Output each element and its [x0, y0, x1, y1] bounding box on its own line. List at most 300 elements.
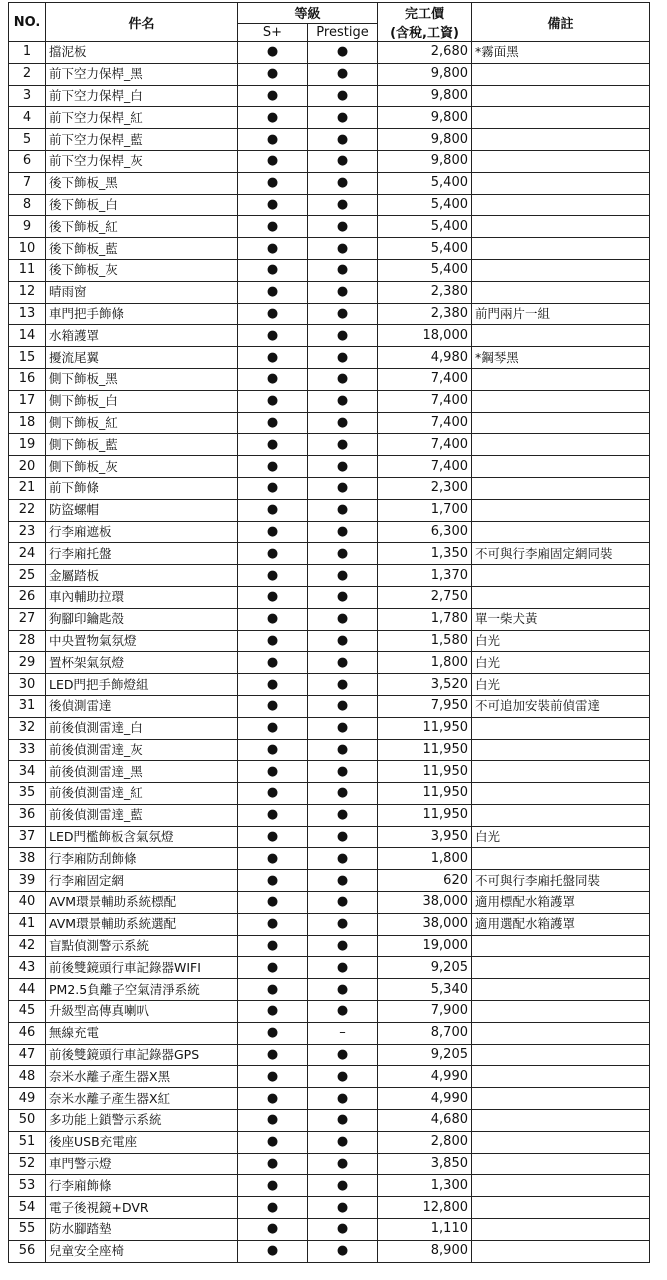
table-row: [9, 1131, 650, 1153]
row-note: [472, 238, 650, 260]
row-price: 1,800: [378, 652, 472, 674]
table-row: [9, 761, 650, 783]
row-grade-prestige-mark: ●: [308, 303, 378, 325]
table-row: [9, 347, 650, 369]
row-item-name: 防水腳踏墊: [46, 1219, 238, 1241]
row-grade-prestige-mark: ●: [308, 85, 378, 107]
row-grade-s-mark: ●: [238, 150, 308, 172]
table-row: [9, 913, 650, 935]
row-grade-prestige-mark: ●: [308, 477, 378, 499]
row-note: [472, 935, 650, 957]
row-grade-s-mark: ●: [238, 804, 308, 826]
row-grade-s-mark: ●: [238, 194, 308, 216]
table-row: [9, 303, 650, 325]
row-price: 12,800: [378, 1197, 472, 1219]
row-item-name: 行李廂遮板: [46, 521, 238, 543]
row-grade-prestige-mark: ●: [308, 935, 378, 957]
row-grade-s-mark: ●: [238, 412, 308, 434]
row-grade-s-mark: ●: [238, 521, 308, 543]
row-price: 5,340: [378, 979, 472, 1001]
row-grade-prestige-mark: ●: [308, 1197, 378, 1219]
row-number: 7: [9, 172, 46, 194]
row-grade-s-mark: ●: [238, 1153, 308, 1175]
row-grade-s-mark: ●: [238, 848, 308, 870]
row-grade-prestige-mark: ●: [308, 870, 378, 892]
table-row: [9, 652, 650, 674]
row-grade-s-mark: ●: [238, 870, 308, 892]
row-price: 4,990: [378, 1066, 472, 1088]
row-grade-s-mark: ●: [238, 456, 308, 478]
row-item-name: 後下飾板_藍: [46, 238, 238, 260]
row-grade-s-mark: ●: [238, 1044, 308, 1066]
row-price: 2,800: [378, 1131, 472, 1153]
row-grade-prestige-mark: ●: [308, 1175, 378, 1197]
row-number: 33: [9, 739, 46, 761]
table-row: [9, 804, 650, 826]
row-grade-s-mark: ●: [238, 107, 308, 129]
row-grade-prestige-mark: ●: [308, 1240, 378, 1262]
row-grade-prestige-mark: ●: [308, 499, 378, 521]
row-note: [472, 1153, 650, 1175]
row-number: 4: [9, 107, 46, 129]
row-item-name: 側下飾板_灰: [46, 456, 238, 478]
row-item-name: 車門警示燈: [46, 1153, 238, 1175]
row-number: 15: [9, 347, 46, 369]
header-grade: 等級: [238, 3, 378, 24]
table-row: [9, 957, 650, 979]
table-row: [9, 368, 650, 390]
row-grade-s-mark: ●: [238, 543, 308, 565]
row-grade-prestige-mark: ●: [308, 368, 378, 390]
table-row: [9, 674, 650, 696]
row-price: 7,400: [378, 390, 472, 412]
row-item-name: 前下空力保桿_紅: [46, 107, 238, 129]
row-grade-prestige-mark: ●: [308, 892, 378, 914]
row-item-name: 行李廂防刮飾條: [46, 848, 238, 870]
table-row: [9, 739, 650, 761]
row-item-name: LED門把手飾燈組: [46, 674, 238, 696]
row-item-name: 前後偵測雷達_白: [46, 717, 238, 739]
row-note: [472, 107, 650, 129]
row-grade-prestige-mark: ●: [308, 565, 378, 587]
table-row: [9, 1044, 650, 1066]
row-note: 白光: [472, 652, 650, 674]
table-row: [9, 85, 650, 107]
row-grade-prestige-mark: ●: [308, 1219, 378, 1241]
table-row: [9, 630, 650, 652]
row-number: 51: [9, 1131, 46, 1153]
row-item-name: 前後偵測雷達_藍: [46, 804, 238, 826]
row-note: [472, 129, 650, 151]
row-number: 11: [9, 259, 46, 281]
row-item-name: 擋泥板: [46, 42, 238, 64]
row-price: 11,950: [378, 739, 472, 761]
row-grade-s-mark: ●: [238, 586, 308, 608]
row-number: 54: [9, 1197, 46, 1219]
row-number: 49: [9, 1088, 46, 1110]
row-grade-prestige-mark: ●: [308, 1131, 378, 1153]
header-note: 備註: [472, 3, 650, 42]
row-number: 41: [9, 913, 46, 935]
table-row: [9, 979, 650, 1001]
row-note: 適用標配水箱護罩: [472, 892, 650, 914]
row-grade-prestige-mark: ●: [308, 281, 378, 303]
row-item-name: 晴雨窗: [46, 281, 238, 303]
row-price: 19,000: [378, 935, 472, 957]
row-note: [472, 1110, 650, 1132]
row-note: *霧面黑: [472, 42, 650, 64]
row-item-name: 奈米水離子產生器X紅: [46, 1088, 238, 1110]
row-grade-s-mark: ●: [238, 739, 308, 761]
row-grade-prestige-mark: ●: [308, 913, 378, 935]
row-item-name: 無線充電: [46, 1022, 238, 1044]
row-price: 5,400: [378, 172, 472, 194]
row-number: 24: [9, 543, 46, 565]
row-price: 1,580: [378, 630, 472, 652]
row-grade-s-mark: ●: [238, 761, 308, 783]
row-grade-s-mark: ●: [238, 826, 308, 848]
row-number: 14: [9, 325, 46, 347]
row-item-name: 前後雙鏡頭行車記錄器GPS: [46, 1044, 238, 1066]
table-row: [9, 107, 650, 129]
row-grade-prestige-mark: ●: [308, 238, 378, 260]
row-price: 11,950: [378, 761, 472, 783]
row-price: 38,000: [378, 892, 472, 914]
row-note: [472, 1044, 650, 1066]
row-grade-prestige-mark: ●: [308, 1044, 378, 1066]
row-note: [472, 1066, 650, 1088]
row-note: 適用選配水箱護罩: [472, 913, 650, 935]
row-note: [472, 783, 650, 805]
row-price: 9,205: [378, 1044, 472, 1066]
row-price: 9,800: [378, 129, 472, 151]
row-item-name: 行李廂飾條: [46, 1175, 238, 1197]
row-price: 7,400: [378, 456, 472, 478]
row-price: 1,800: [378, 848, 472, 870]
row-note: [472, 1240, 650, 1262]
row-number: 19: [9, 434, 46, 456]
row-number: 30: [9, 674, 46, 696]
row-grade-s-mark: ●: [238, 281, 308, 303]
row-price: 9,800: [378, 63, 472, 85]
row-note: [472, 1197, 650, 1219]
row-grade-s-mark: ●: [238, 390, 308, 412]
row-grade-prestige-mark: ●: [308, 848, 378, 870]
row-item-name: 中央置物氣氛燈: [46, 630, 238, 652]
row-note: [472, 150, 650, 172]
table-row: [9, 543, 650, 565]
row-item-name: AVM環景輔助系統標配: [46, 892, 238, 914]
row-item-name: 後偵測雷達: [46, 695, 238, 717]
row-grade-prestige-mark: ●: [308, 347, 378, 369]
row-item-name: 行李廂托盤: [46, 543, 238, 565]
row-item-name: 側下飾板_白: [46, 390, 238, 412]
row-number: 28: [9, 630, 46, 652]
row-note: 不可與行李廂固定網同裝: [472, 543, 650, 565]
row-number: 10: [9, 238, 46, 260]
row-grade-prestige-mark: ●: [308, 630, 378, 652]
row-note: [472, 804, 650, 826]
row-price: 11,950: [378, 717, 472, 739]
row-note: [472, 63, 650, 85]
table-row: [9, 695, 650, 717]
row-price: 3,850: [378, 1153, 472, 1175]
row-price: 4,990: [378, 1088, 472, 1110]
table-row: [9, 586, 650, 608]
row-number: 47: [9, 1044, 46, 1066]
row-grade-s-mark: ●: [238, 1022, 308, 1044]
row-number: 9: [9, 216, 46, 238]
row-number: 45: [9, 1001, 46, 1023]
row-grade-s-mark: ●: [238, 325, 308, 347]
row-grade-prestige-mark: ●: [308, 42, 378, 64]
row-grade-prestige-mark: ●: [308, 456, 378, 478]
row-price: 5,400: [378, 216, 472, 238]
table-row: [9, 1175, 650, 1197]
table-row: [9, 456, 650, 478]
row-item-name: 水箱護罩: [46, 325, 238, 347]
row-price: 1,370: [378, 565, 472, 587]
row-grade-s-mark: ●: [238, 913, 308, 935]
table-row: [9, 717, 650, 739]
table-row: [9, 1219, 650, 1241]
row-number: 42: [9, 935, 46, 957]
row-price: 1,300: [378, 1175, 472, 1197]
row-item-name: 前後偵測雷達_紅: [46, 783, 238, 805]
row-price: 8,700: [378, 1022, 472, 1044]
row-price: 7,900: [378, 1001, 472, 1023]
row-note: [472, 390, 650, 412]
price-list-document: [8, 2, 650, 1263]
row-grade-prestige-mark: ●: [308, 543, 378, 565]
row-note: [472, 456, 650, 478]
row-grade-prestige-mark: ●: [308, 521, 378, 543]
row-price: 9,205: [378, 957, 472, 979]
row-price: 1,110: [378, 1219, 472, 1241]
row-grade-s-mark: ●: [238, 717, 308, 739]
row-price: 7,400: [378, 434, 472, 456]
row-grade-s-mark: ●: [238, 1131, 308, 1153]
row-note: [472, 1175, 650, 1197]
header-price-line1: 完工價: [404, 7, 444, 22]
row-item-name: 行李廂固定網: [46, 870, 238, 892]
row-number: 43: [9, 957, 46, 979]
row-grade-s-mark: ●: [238, 608, 308, 630]
row-note: [472, 216, 650, 238]
table-row: [9, 1088, 650, 1110]
header-grade-s: S+: [238, 23, 308, 41]
table-row: [9, 194, 650, 216]
row-item-name: 防盜螺帽: [46, 499, 238, 521]
row-price: 9,800: [378, 150, 472, 172]
table-row: [9, 870, 650, 892]
row-grade-s-mark: ●: [238, 347, 308, 369]
row-price: 1,780: [378, 608, 472, 630]
row-item-name: 側下飾板_黑: [46, 368, 238, 390]
row-grade-s-mark: ●: [238, 1066, 308, 1088]
row-number: 34: [9, 761, 46, 783]
row-note: [472, 499, 650, 521]
table-row: [9, 238, 650, 260]
row-grade-s-mark: ●: [238, 1088, 308, 1110]
row-item-name: 後座USB充電座: [46, 1131, 238, 1153]
row-grade-prestige-mark: ●: [308, 1153, 378, 1175]
row-note: 白光: [472, 630, 650, 652]
row-grade-s-mark: ●: [238, 674, 308, 696]
row-grade-prestige-mark: ●: [308, 608, 378, 630]
row-grade-s-mark: ●: [238, 63, 308, 85]
row-item-name: 車內輔助拉環: [46, 586, 238, 608]
table-row: [9, 1153, 650, 1175]
row-number: 29: [9, 652, 46, 674]
row-grade-s-mark: ●: [238, 259, 308, 281]
row-grade-s-mark: ●: [238, 499, 308, 521]
row-number: 36: [9, 804, 46, 826]
row-grade-s-mark: ●: [238, 368, 308, 390]
row-grade-prestige-mark: ●: [308, 674, 378, 696]
row-price: 6,300: [378, 521, 472, 543]
row-grade-s-mark: ●: [238, 1175, 308, 1197]
row-item-name: 前下空力保桿_白: [46, 85, 238, 107]
row-item-name: 後下飾板_白: [46, 194, 238, 216]
row-grade-prestige-mark: ●: [308, 717, 378, 739]
table-row: [9, 1001, 650, 1023]
row-grade-s-mark: ●: [238, 630, 308, 652]
row-grade-s-mark: ●: [238, 1001, 308, 1023]
table-row: [9, 1110, 650, 1132]
row-number: 21: [9, 477, 46, 499]
row-note: [472, 1001, 650, 1023]
row-grade-s-mark: ●: [238, 85, 308, 107]
row-grade-s-mark: ●: [238, 979, 308, 1001]
row-note: [472, 259, 650, 281]
row-grade-prestige-mark: ●: [308, 216, 378, 238]
row-price: 2,380: [378, 303, 472, 325]
table-row: [9, 935, 650, 957]
table-row: [9, 325, 650, 347]
row-number: 27: [9, 608, 46, 630]
row-number: 16: [9, 368, 46, 390]
row-grade-prestige-mark: ●: [308, 434, 378, 456]
row-price: 2,680: [378, 42, 472, 64]
row-grade-s-mark: ●: [238, 1219, 308, 1241]
table-row: [9, 434, 650, 456]
table-row: [9, 826, 650, 848]
row-item-name: 前下飾條: [46, 477, 238, 499]
row-grade-s-mark: ●: [238, 565, 308, 587]
row-grade-prestige-mark: ●: [308, 1001, 378, 1023]
row-note: [472, 1131, 650, 1153]
row-grade-prestige-mark: ●: [308, 259, 378, 281]
price-table: [8, 2, 650, 1263]
row-grade-prestige-mark: ●: [308, 150, 378, 172]
table-row: [9, 1240, 650, 1262]
row-note: [472, 848, 650, 870]
row-item-name: 電子後視鏡+DVR: [46, 1197, 238, 1219]
row-grade-prestige-mark: ●: [308, 586, 378, 608]
table-body: [9, 42, 650, 1263]
row-grade-prestige-mark: ●: [308, 390, 378, 412]
row-grade-s-mark: ●: [238, 172, 308, 194]
row-note: 單一柴犬黃: [472, 608, 650, 630]
row-note: [472, 368, 650, 390]
table-row: [9, 42, 650, 64]
row-grade-prestige-mark: ●: [308, 979, 378, 1001]
row-number: 18: [9, 412, 46, 434]
row-number: 37: [9, 826, 46, 848]
row-item-name: PM2.5負離子空氣清淨系統: [46, 979, 238, 1001]
table-row: [9, 63, 650, 85]
row-grade-s-mark: ●: [238, 957, 308, 979]
row-price: 620: [378, 870, 472, 892]
row-price: 11,950: [378, 783, 472, 805]
row-number: 40: [9, 892, 46, 914]
row-number: 53: [9, 1175, 46, 1197]
table-row: [9, 477, 650, 499]
row-note: [472, 521, 650, 543]
row-note: [472, 586, 650, 608]
row-grade-s-mark: ●: [238, 1197, 308, 1219]
table-row: [9, 499, 650, 521]
row-price: 7,400: [378, 368, 472, 390]
row-item-name: 前下空力保桿_黑: [46, 63, 238, 85]
row-number: 46: [9, 1022, 46, 1044]
row-grade-s-mark: ●: [238, 216, 308, 238]
row-note: 不可與行李廂托盤同裝: [472, 870, 650, 892]
row-grade-prestige-mark: ●: [308, 1088, 378, 1110]
row-grade-prestige-mark: ●: [308, 783, 378, 805]
row-number: 1: [9, 42, 46, 64]
row-price: 38,000: [378, 913, 472, 935]
table-row: [9, 608, 650, 630]
row-grade-prestige-mark: ●: [308, 63, 378, 85]
row-number: 38: [9, 848, 46, 870]
row-note: [472, 565, 650, 587]
row-item-name: 擾流尾翼: [46, 347, 238, 369]
row-number: 6: [9, 150, 46, 172]
row-number: 8: [9, 194, 46, 216]
row-price: 2,380: [378, 281, 472, 303]
row-grade-s-mark: ●: [238, 129, 308, 151]
row-item-name: 前下空力保桿_灰: [46, 150, 238, 172]
row-grade-s-mark: ●: [238, 434, 308, 456]
header-grade-prestige: Prestige: [308, 23, 378, 41]
row-item-name: 多功能上鎖警示系統: [46, 1110, 238, 1132]
row-note: *鋼琴黑: [472, 347, 650, 369]
row-note: [472, 281, 650, 303]
table-row: [9, 848, 650, 870]
row-item-name: 奈米水離子產生器X黑: [46, 1066, 238, 1088]
row-price: 2,300: [378, 477, 472, 499]
row-item-name: 置杯架氣氛燈: [46, 652, 238, 674]
row-grade-s-mark: ●: [238, 892, 308, 914]
row-grade-prestige-mark: ●: [308, 739, 378, 761]
table-row: [9, 1197, 650, 1219]
row-number: 17: [9, 390, 46, 412]
row-grade-prestige-mark: ●: [308, 695, 378, 717]
row-number: 5: [9, 129, 46, 151]
row-grade-prestige-mark: ●: [308, 325, 378, 347]
row-number: 20: [9, 456, 46, 478]
row-grade-s-mark: ●: [238, 42, 308, 64]
row-note: [472, 194, 650, 216]
header-price: [378, 3, 472, 42]
row-price: 7,400: [378, 412, 472, 434]
row-note: [472, 957, 650, 979]
row-price: 1,350: [378, 543, 472, 565]
row-grade-s-mark: ●: [238, 652, 308, 674]
row-note: 白光: [472, 674, 650, 696]
